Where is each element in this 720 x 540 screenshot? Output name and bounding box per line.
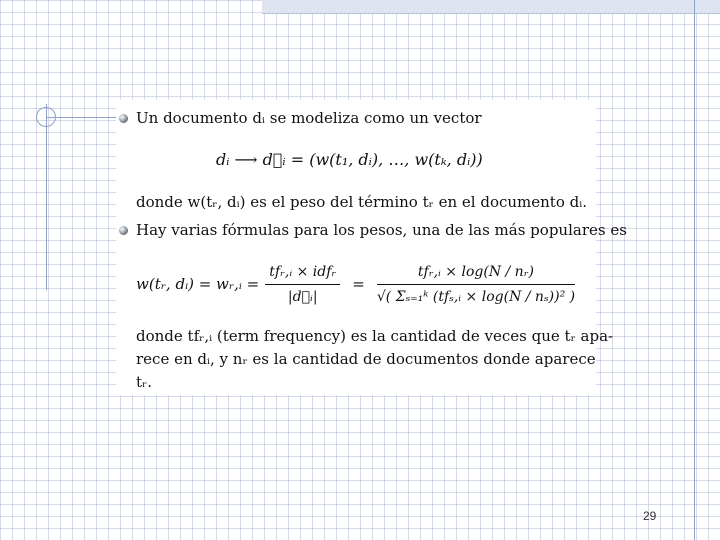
formula-lhs: w(tᵣ, dᵢ) = wᵣ,ᵢ = [136, 275, 260, 293]
fraction1-denominator: |d⃗ᵢ| [287, 288, 318, 305]
vector-equation: dᵢ ⟶ d⃗ᵢ = (w(t₁, dᵢ), …, w(tₖ, dᵢ)) [216, 150, 483, 169]
right-vertical-rule [694, 0, 695, 540]
fraction-normalized [377, 262, 575, 307]
fraction2-numerator: tfᵣ,ᵢ × log(N / nᵣ) [377, 262, 575, 285]
page-number: 29 [643, 509, 657, 523]
fraction-tf-idf [265, 262, 340, 307]
left-vertical-rule [46, 104, 47, 290]
bullet2-explanation-line3: tᵣ. [136, 373, 153, 391]
fraction1-numerator: tfᵣ,ᵢ × idfᵣ [265, 262, 340, 285]
ring-decoration-icon [36, 107, 56, 127]
top-decoration-bar [262, 0, 720, 14]
formula-equals: = [352, 275, 365, 293]
weight-formula [136, 262, 581, 306]
bullet2-explanation-line2: rece en dᵢ, y nᵣ es la cantidad de documentos donde aparece [136, 350, 596, 368]
left-horizontal-rule [46, 117, 116, 118]
slide-content [116, 100, 627, 395]
bullet-icon [119, 114, 128, 123]
bullet1-explanation: donde w(tᵣ, dᵢ) es el peso del término tᵣ en el documento dᵢ. [136, 193, 588, 211]
bullet2-text: Hay varias fórmulas para los pesos, una de las más populares es [136, 221, 627, 239]
fraction2-denominator: √( Σₛ₌₁ᵏ (tfₛ,ᵢ × log(N / nₛ))² ) [376, 288, 576, 305]
bullet-icon [119, 226, 128, 235]
bullet2-explanation-line1: donde tfᵣ,ᵢ (term frequency) es la cantidad de veces que tᵣ apa- [136, 327, 614, 345]
bullet1-text: Un documento dᵢ se modeliza como un vector [136, 109, 482, 127]
